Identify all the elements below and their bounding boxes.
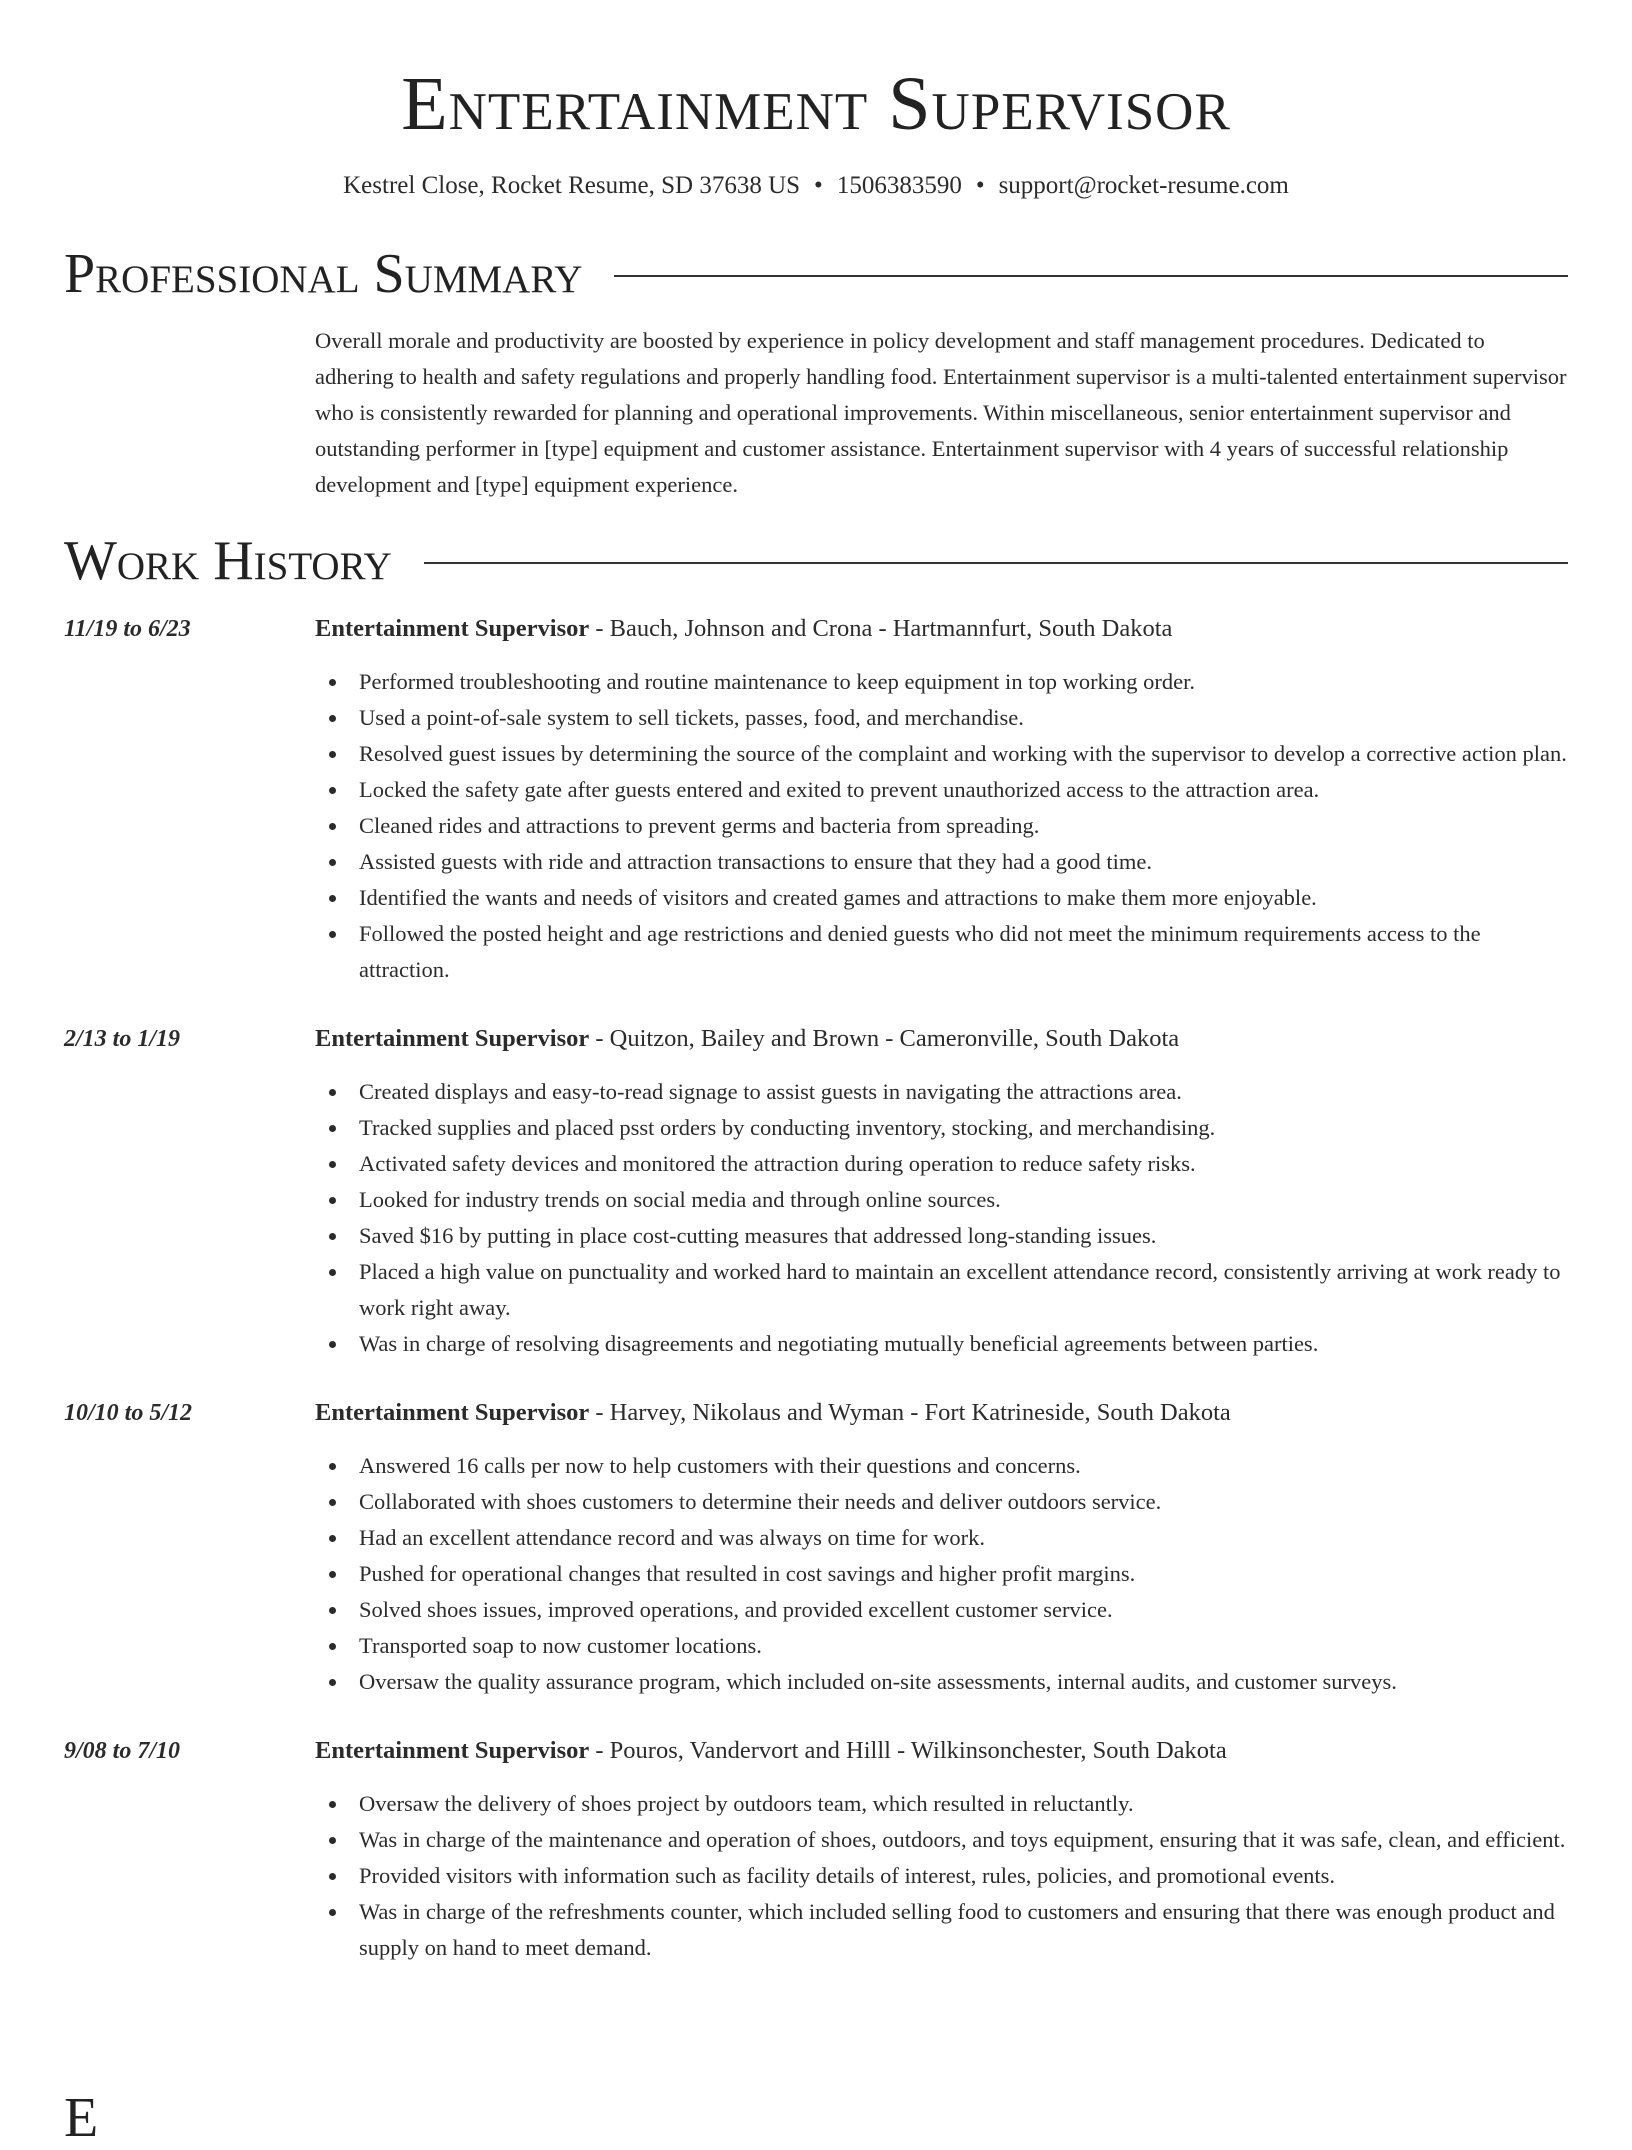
contact-line — [64, 168, 1568, 204]
job-title-line — [315, 1733, 1568, 1769]
job-bullet-list — [315, 1786, 1568, 1966]
job-bullet: Answered 16 calls per now to help customers with their questions and concerns. — [315, 1448, 1568, 1484]
job-entry — [64, 611, 1568, 988]
job-bullet: Created displays and easy-to-read signage to assist guests in navigating the attractions area. — [315, 1074, 1568, 1110]
contact-email: support@rocket-resume.com — [998, 172, 1289, 199]
work-history-section-header — [64, 529, 1568, 593]
job-bullet: Locked the safety gate after guests entered and exited to prevent unauthorized access to the attraction area. — [315, 772, 1568, 808]
job-bullet: Oversaw the quality assurance program, which included on-site assessments, internal audits, and customer surveys. — [315, 1664, 1568, 1700]
job-body — [315, 1395, 1568, 1700]
job-bullet: Assisted guests with ride and attraction transactions to ensure that they had a good time. — [315, 844, 1568, 880]
job-bullet: Was in charge of resolving disagreements and negotiating mutually beneficial agreements between parties. — [315, 1326, 1568, 1362]
job-bullet-list — [315, 1448, 1568, 1700]
job-employer-location: - Pouros, Vandervort and Hilll - Wilkinsonchester, South Dakota — [589, 1737, 1227, 1764]
resume-page — [64, 0, 1568, 1966]
job-bullet-list — [315, 1074, 1568, 1362]
job-entry — [64, 1733, 1568, 1966]
job-bullet: Used a point-of-sale system to sell tickets, passes, food, and merchandise. — [315, 700, 1568, 736]
job-body — [315, 1733, 1568, 1966]
job-title: Entertainment Supervisor — [315, 1025, 590, 1052]
job-employer-location: - Harvey, Nikolaus and Wyman - Fort Katrineside, South Dakota — [589, 1399, 1231, 1426]
job-title-line — [315, 1395, 1568, 1431]
next-section-heading-partial: E — [64, 2087, 99, 2149]
job-employer-location: - Bauch, Johnson and Crona - Hartmannfurt, South Dakota — [589, 615, 1173, 642]
job-bullet: Was in charge of the maintenance and operation of shoes, outdoors, and toys equipment, ensuring that it was safe, clean, and efficient. — [315, 1822, 1568, 1858]
summary-section-header — [64, 242, 1568, 306]
work-history-heading: Work History — [64, 530, 392, 592]
summary-text: Overall morale and productivity are boosted by experience in policy development and staff management procedures. Dedicated to adhering to health and safety regulations and properly handling food. Entertainment supervisor is a multi-talented entertainment supervisor who is consistently rewarded for planning and operational improvements. Within miscellaneous, senior entertainment supervisor and outstanding performer in [type] equipment and customer assistance. Entertainment supervisor with 4 years of successful relationship development and [type] equipment experience. — [315, 328, 1567, 497]
job-title: Entertainment Supervisor — [315, 1399, 590, 1426]
job-bullet: Activated safety devices and monitored the attraction during operation to reduce safety risks. — [315, 1146, 1568, 1182]
job-title: Entertainment Supervisor — [315, 1737, 590, 1764]
job-title: Entertainment Supervisor — [315, 615, 590, 642]
job-bullet: Transported soap to now customer locations. — [315, 1628, 1568, 1664]
contact-phone: 1506383590 — [836, 172, 962, 199]
job-title-line — [315, 611, 1568, 647]
job-dates: 11/19 to 6/23 — [64, 616, 191, 642]
job-bullet: Had an excellent attendance record and was always on time for work. — [315, 1520, 1568, 1556]
job-body — [315, 1021, 1568, 1362]
job-bullet: Solved shoes issues, improved operations, and provided excellent customer service. — [315, 1592, 1568, 1628]
job-bullet: Performed troubleshooting and routine maintenance to keep equipment in top working order. — [315, 664, 1568, 700]
job-dates: 10/10 to 5/12 — [64, 1400, 193, 1426]
contact-separator: • — [814, 172, 823, 199]
job-bullet: Collaborated with shoes customers to determine their needs and deliver outdoors service. — [315, 1484, 1568, 1520]
job-dates: 2/13 to 1/19 — [64, 1026, 181, 1052]
job-bullet: Placed a high value on punctuality and worked hard to maintain an excellent attendance record, consistently arriving at work ready to work right away. — [315, 1254, 1568, 1326]
job-bullet: Provided visitors with information such as facility details of interest, rules, policies, and promotional events. — [315, 1858, 1568, 1894]
job-dates: 9/08 to 7/10 — [64, 1738, 181, 1764]
job-entry — [64, 1021, 1568, 1362]
contact-address: Kestrel Close, Rocket Resume, SD 37638 US — [343, 172, 801, 199]
section-divider — [424, 562, 1568, 564]
job-bullet: Tracked supplies and placed psst orders by conducting inventory, stocking, and merchandising. — [315, 1110, 1568, 1146]
job-entry — [64, 1395, 1568, 1700]
job-bullet: Was in charge of the refreshments counter, which included selling food to customers and ensuring that there was enough product and supply on hand to meet demand. — [315, 1894, 1568, 1966]
job-bullet: Identified the wants and needs of visitors and created games and attractions to make them more enjoyable. — [315, 880, 1568, 916]
contact-separator: • — [975, 172, 985, 199]
job-bullet-list — [315, 664, 1568, 988]
job-bullet: Oversaw the delivery of shoes project by outdoors team, which resulted in reluctantly. — [315, 1786, 1568, 1822]
job-title-line — [315, 1021, 1568, 1057]
job-bullet: Resolved guest issues by determining the source of the complaint and working with the supervisor to develop a corrective action plan. — [315, 736, 1568, 772]
job-bullet: Saved $16 by putting in place cost-cutting measures that addressed long-standing issues. — [315, 1218, 1568, 1254]
job-list — [64, 611, 1568, 1966]
resume-name: Entertainment Supervisor — [401, 62, 1231, 146]
summary-heading: Professional Summary — [64, 243, 583, 305]
job-employer-location: - Quitzon, Bailey and Brown - Cameronville, South Dakota — [589, 1025, 1180, 1052]
job-body — [315, 611, 1568, 988]
section-divider — [614, 275, 1568, 277]
job-bullet: Followed the posted height and age restrictions and denied guests who did not meet the minimum requirements access to the attraction. — [315, 916, 1568, 988]
job-bullet: Looked for industry trends on social media and through online sources. — [315, 1182, 1568, 1218]
job-bullet: Pushed for operational changes that resulted in cost savings and higher profit margins. — [315, 1556, 1568, 1592]
job-bullet: Cleaned rides and attractions to prevent germs and bacteria from spreading. — [315, 808, 1568, 844]
